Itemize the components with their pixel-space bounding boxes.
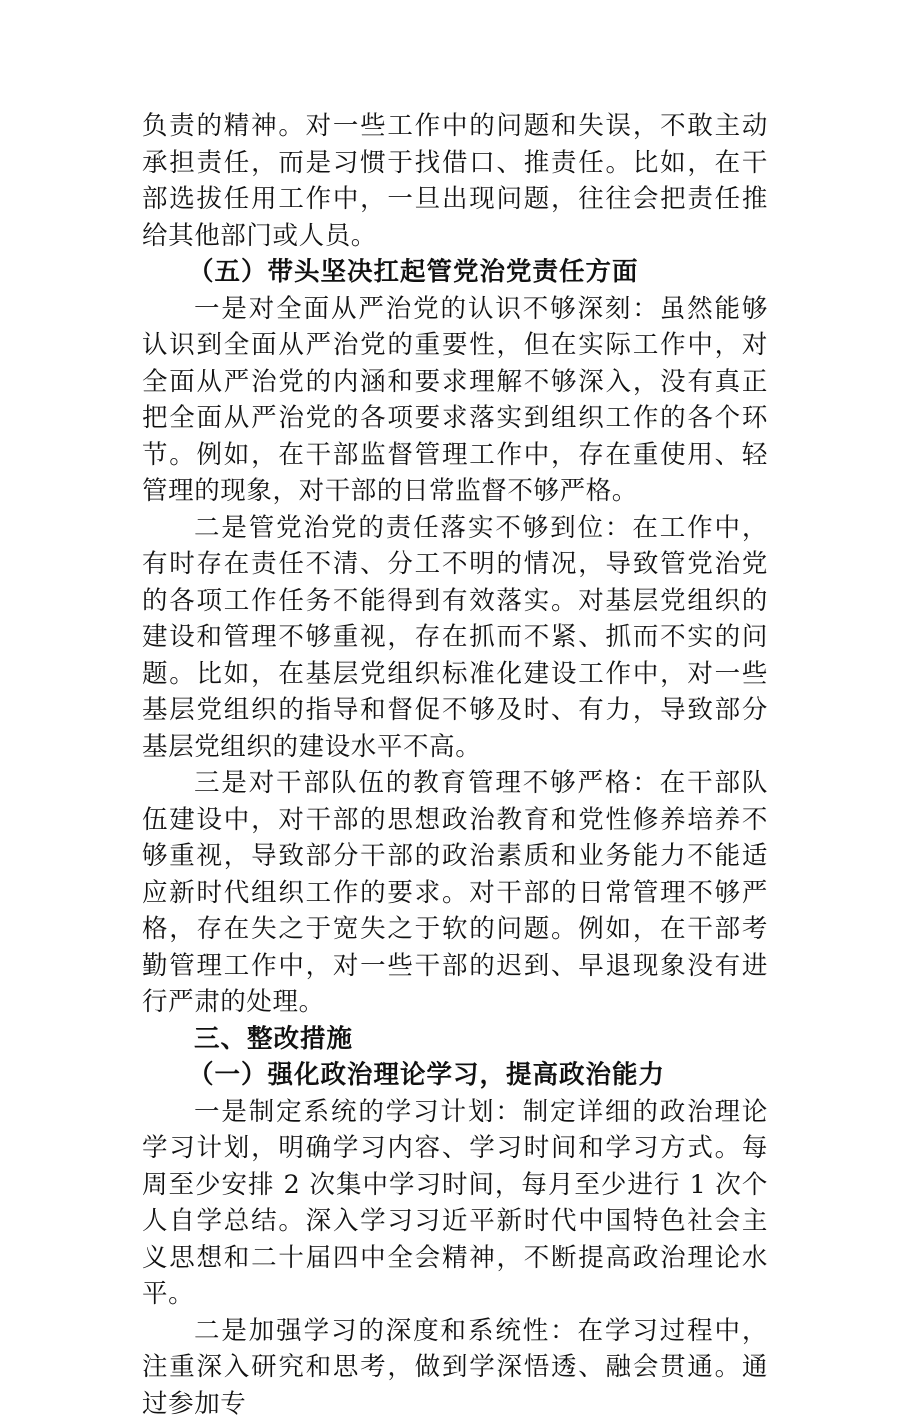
paragraph-5-1: 一是对全面从严治党的认识不够深刻：虽然能够认识到全面从严治党的重要性，但在实际工作中，对全面从严治党的内涵和要求理解不够深入，没有真正把全面从严治党的各项要求落实到组织工作的各个环节。例如，在干部监督管理工作中，存在重使用、轻管理的现象，对干部的日常监督不够严格。	[142, 291, 768, 510]
document-body	[142, 108, 768, 1422]
paragraph-continuation: 负责的精神。对一些工作中的问题和失误，不敢主动承担责任，而是习惯于找借口、推责任。比如，在干部选拔任用工作中，一旦出现问题，往往会把责任推给其他部门或人员。	[142, 108, 768, 254]
paragraph-5-2: 二是管党治党的责任落实不够到位：在工作中，有时存在责任不清、分工不明的情况，导致管党治党的各项工作任务不能得到有效落实。对基层党组织的建设和管理不够重视，存在抓而不紧、抓而不实的问题。比如，在基层党组织标准化建设工作中，对一些基层党组织的指导和督促不够及时、有力，导致部分基层党组织的建设水平不高。	[142, 510, 768, 766]
section-heading-5: （五）带头坚决扛起管党治党责任方面	[142, 254, 768, 291]
measure-heading-1: （一）强化政治理论学习，提高政治能力	[142, 1057, 768, 1094]
paragraph-measure-1-1: 一是制定系统的学习计划：制定详细的政治理论学习计划，明确学习内容、学习时间和学习方式。每周至少安排 2 次集中学习时间，每月至少进行 1 次个人自学总结。深入学习习近平新时代中国特色社会主义思想和二十届四中全会精神，不断提高政治理论水平。	[142, 1094, 768, 1313]
paragraph-measure-1-2: 二是加强学习的深度和系统性：在学习过程中，注重深入研究和思考，做到学深悟透、融会贯通。通过参加专	[142, 1313, 768, 1422]
paragraph-5-3: 三是对干部队伍的教育管理不够严格：在干部队伍建设中，对干部的思想政治教育和党性修养培养不够重视，导致部分干部的政治素质和业务能力不能适应新时代组织工作的要求。对干部的日常管理不够严格，存在失之于宽失之于软的问题。例如，在干部考勤管理工作中，对一些干部的迟到、早退现象没有进行严肃的处理。	[142, 765, 768, 1021]
part-heading-3: 三、整改措施	[142, 1021, 768, 1058]
